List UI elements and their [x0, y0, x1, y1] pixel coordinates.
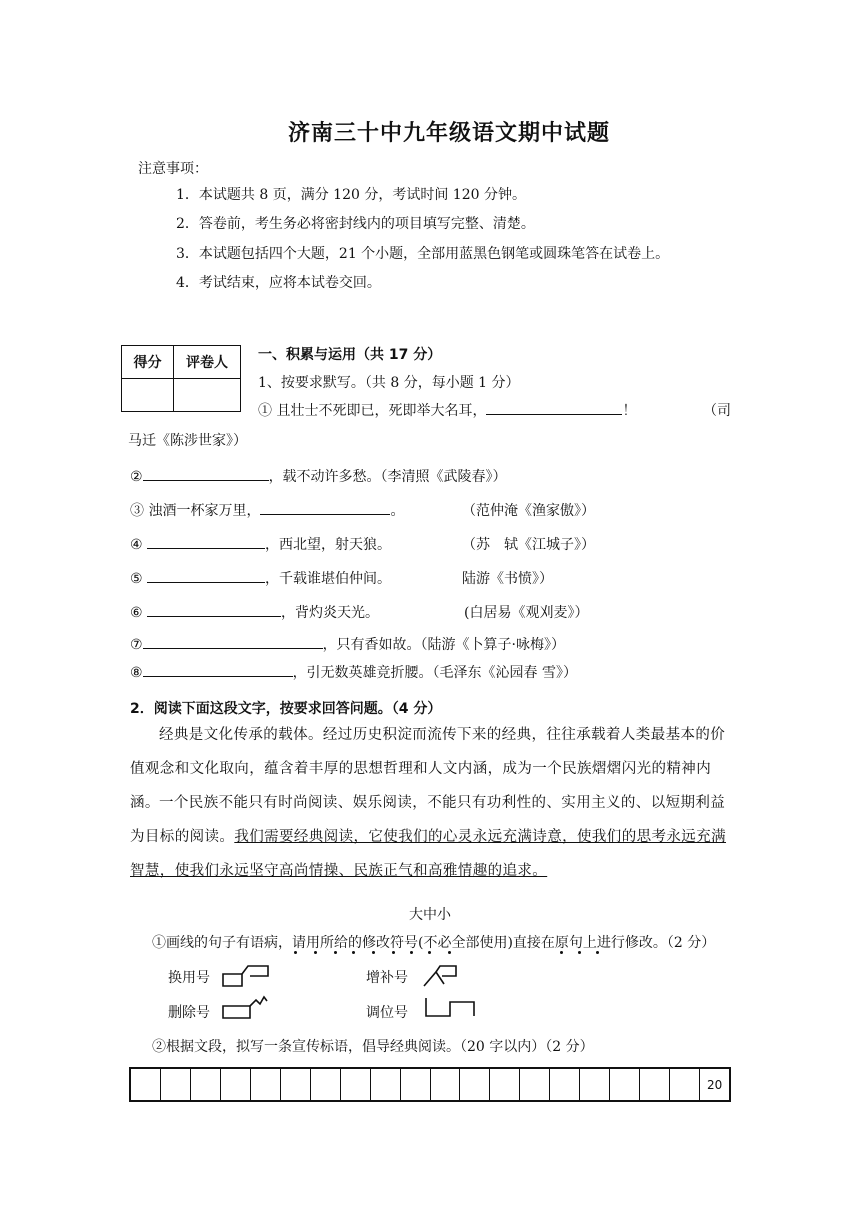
insert-symbol-icon	[420, 962, 462, 988]
q2-paragraph-1: 经典是文化传承的载体。经过历史积淀而流传下来的经典，往往承载着人类最基本的价值观念和文化取向，蕴含着丰厚的思想哲理和人文内涵，成为一个民族熠熠闪光的精神内涵。	[130, 727, 726, 811]
grid-cell[interactable]	[251, 1069, 281, 1100]
grid-cell[interactable]	[610, 1069, 640, 1100]
answer-blank-4[interactable]	[147, 534, 265, 549]
q2-sub1: ①画线的句子有语病，请用所给的修改符号(不必全部使用)直接在原句上进行修改。（2 分）	[152, 935, 716, 951]
recite-line-1: ① 且壮士不死即已，死即举大名耳， ！	[258, 400, 636, 420]
grader-label: 评卷人	[174, 346, 241, 379]
recite-line-5: ⑤ ，千载谁堪伯仲间。	[130, 568, 391, 588]
q1-instruction: 1、按要求默写。（共 8 分，每小题 1 分）	[258, 375, 520, 391]
answer-blank-8[interactable]	[143, 662, 293, 677]
replace-symbol-icon	[220, 962, 272, 988]
answer-blank-3[interactable]	[260, 500, 390, 515]
section1-heading: 一、积累与运用（共 17 分）	[258, 347, 442, 363]
q2-paragraph-2	[130, 786, 730, 888]
delete-symbol-icon	[220, 994, 272, 1020]
grid-cell[interactable]	[311, 1069, 341, 1100]
answer-blank-7[interactable]	[143, 634, 323, 649]
answer-blank-2[interactable]	[143, 466, 269, 481]
grid-cell[interactable]	[640, 1069, 670, 1100]
notice-item-3: 3．本试题包括四个大题，21 个小题，全部用蓝黑色钢笔或圆珠笔答在试卷上。	[176, 246, 670, 262]
recite-line-3: ③ 浊酒一杯家万里， 。	[130, 500, 404, 520]
recite-line-6: ⑥ ，背灼炎天光。	[130, 602, 379, 622]
score-label: 得分	[122, 346, 174, 379]
grid-cell[interactable]	[221, 1069, 251, 1100]
page-title: 济南三十中九年级语文期中试题	[288, 121, 611, 146]
faulty-sentence-underlined: 我们需要经典阅读，它使我们的心灵永远充满诗意，使我们的思考永远充满智慧，使我们永远坚守高尚情操、民族正气和高雅情趣的追求。	[130, 829, 727, 879]
notice-heading: 注意事项：	[138, 161, 208, 177]
grid-cell[interactable]	[131, 1069, 161, 1100]
grid-cell[interactable]	[520, 1069, 550, 1100]
recite-line-3-source: （范仲淹《渔家傲》）	[462, 503, 595, 519]
answer-blank-1[interactable]	[486, 400, 622, 415]
q2-paragraph-2-plain: 一个民族不能只有时尚阅读、娱乐阅读，不能只有功利性的、实用主义的、以短期利益为目标的阅读。	[130, 795, 726, 845]
grid-cell[interactable]	[431, 1069, 461, 1100]
recite-line-1-source-cont: 马迁《陈涉世家》）	[128, 433, 247, 449]
grid-cell[interactable]	[460, 1069, 490, 1100]
grid-cell[interactable]	[670, 1069, 700, 1100]
grid-cell[interactable]	[401, 1069, 431, 1100]
answer-grid[interactable]	[129, 1067, 731, 1102]
symbol-insert-label: 增补号	[366, 970, 408, 986]
recite-line-8: ⑧ ，引无数英雄竞折腰。（毛泽东《沁园春 雪》）	[130, 662, 577, 682]
grid-cell[interactable]	[580, 1069, 610, 1100]
symbol-replace-label: 换用号	[168, 970, 210, 986]
grid-cell[interactable]	[550, 1069, 580, 1100]
grid-cell[interactable]	[281, 1069, 311, 1100]
symbol-delete-label: 删除号	[168, 1005, 210, 1021]
recite-line-1-source: （司	[703, 403, 731, 419]
notice-item-2: 2．答卷前，考生务必将密封线内的项目填写完整、清楚。	[176, 216, 535, 232]
recite-line-4: ④ ，西北望，射天狼。	[130, 534, 391, 554]
answer-blank-5[interactable]	[147, 568, 265, 583]
notice-item-1: 1．本试题共 8 页，满分 120 分，考试时间 120 分钟。	[176, 187, 526, 203]
q2-heading: 2．阅读下面这段文字，按要求回答问题。（4 分）	[130, 701, 442, 717]
grid-cell[interactable]	[191, 1069, 221, 1100]
answer-blank-6[interactable]	[147, 602, 281, 617]
recite-line-7: ⑦ ，只有香如故。（陆游《卜算子·咏梅》）	[130, 634, 565, 654]
recite-line-4-source: （苏 轼《江城子》）	[462, 537, 595, 553]
grid-cell[interactable]	[490, 1069, 520, 1100]
grid-count-cell: 20	[706, 1077, 723, 1092]
q2-sub2: ②根据文段，拟写一条宣传标语，倡导经典阅读。（20 字以内）（2 分）	[152, 1039, 594, 1055]
score-cell[interactable]	[122, 379, 174, 412]
grid-cell[interactable]	[341, 1069, 371, 1100]
score-box	[121, 345, 241, 412]
font-size-note: 大中小	[409, 907, 451, 923]
symbol-swap-label: 调位号	[366, 1005, 408, 1021]
recite-line-2: ② ，载不动许多愁。（李清照《武陵春》）	[130, 466, 507, 486]
grid-cell[interactable]	[371, 1069, 401, 1100]
recite-line-6-source: (白居易《观刈麦》）	[464, 605, 589, 621]
grader-cell[interactable]	[174, 379, 241, 412]
emphasis-dots	[290, 951, 620, 957]
grid-cell[interactable]	[161, 1069, 191, 1100]
swap-symbol-icon	[420, 996, 478, 1020]
recite-line-5-source: 陆游《书愤》）	[462, 571, 553, 587]
notice-item-4: 4．考试结束，应将本试卷交回。	[176, 275, 381, 291]
